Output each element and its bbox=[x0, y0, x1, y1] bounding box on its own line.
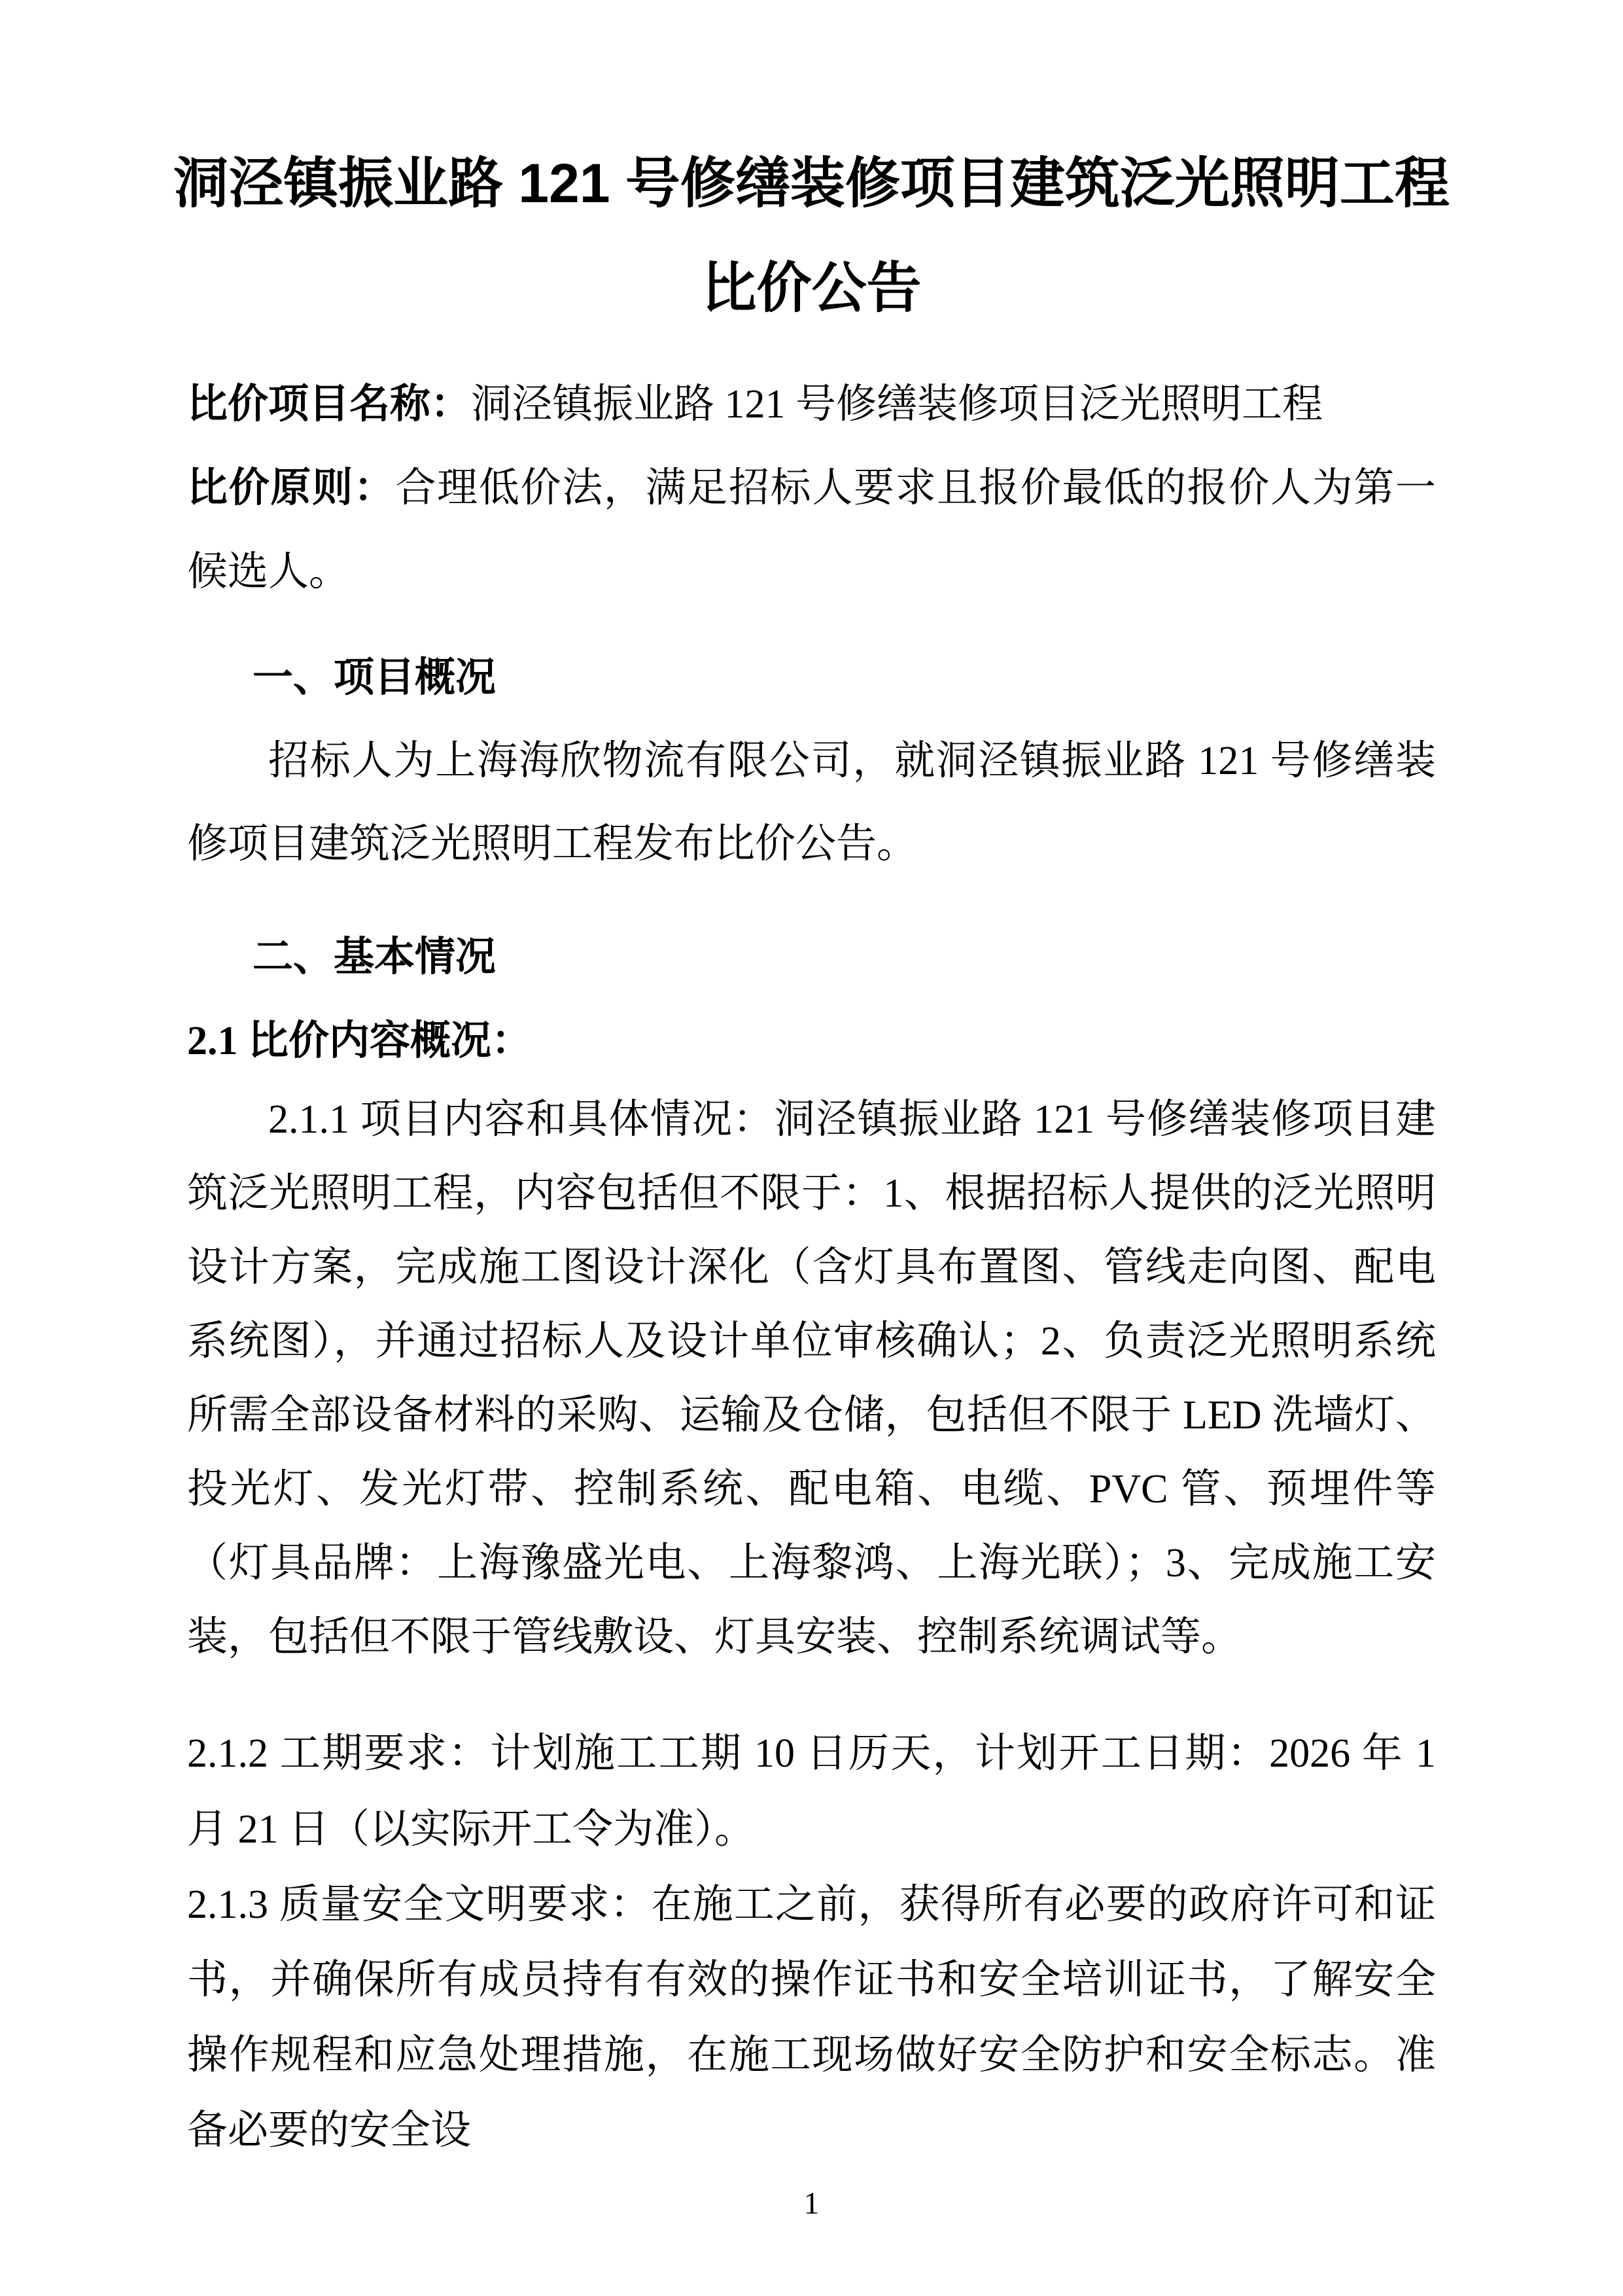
project-name-paragraph bbox=[187, 362, 1436, 446]
document-title-line-1: 洞泾镇振业路 121 号修缮装修项目建筑泛光照明工程 bbox=[173, 152, 1450, 214]
clause-2-1-2-paragraph: 2.1.2 工期要求：计划施工工期 10 日历天，计划开工日期：2026 年 1 月 21 日（以实际开工令为准）。 bbox=[187, 1731, 1436, 1852]
section-1-heading: 一、项目概况 bbox=[253, 656, 497, 700]
project-name-label: 比价项目名称： bbox=[187, 382, 472, 427]
section-2-heading: 二、基本情况 bbox=[253, 935, 497, 980]
section-2-1-subheading: 2.1 比价内容概况： bbox=[187, 1019, 532, 1063]
section-1-paragraph: 招标人为上海海欣物流有限公司，就洞泾镇振业路 121 号修缮装修项目建筑泛光照明工程发布比价公告。 bbox=[187, 739, 1436, 866]
project-name-value: 洞泾镇振业路 121 号修缮装修项目泛光照明工程 bbox=[471, 382, 1323, 427]
pricing-principle-value: 合理低价法，满足招标人要求且报价最低的报价人为第一候选人。 bbox=[187, 466, 1436, 594]
pricing-principle-label: 比价原则： bbox=[187, 466, 396, 510]
page-number: 1 bbox=[803, 2186, 820, 2221]
document-title bbox=[161, 131, 1462, 340]
clause-2-1-3-paragraph: 2.1.3 质量安全文明要求：在施工之前，获得所有必要的政府许可和证书，并确保所有成员持有有效的操作证书和安全培训证书，了解安全操作规程和应急处理措施，在施工现场做好安全防护和安全标志。准备必要的安全设 bbox=[187, 1882, 1436, 2153]
pricing-principle-paragraph bbox=[187, 446, 1436, 614]
document-title-line-2: 比价公告 bbox=[701, 257, 922, 319]
clause-2-1-1-paragraph: 2.1.1 项目内容和具体情况：洞泾镇振业路 121 号修缮装修项目建筑泛光照明工程，内容包括但不限于：1、根据招标人提供的泛光照明设计方案，完成施工图设计深化（含灯具布置图、管线走向图、配电系统图），并通过招标人及设计单位审核确认；2、负责泛光照明系统所需全部设备材料的采购、运输及仓储，包括但不限于 LED 洗墙灯、投光灯、发光灯带、控制系统、配电箱、电缆、PVC 管、预埋件等（灯具品牌：上海豫盛光电、上海黎鸿、上海光联）；3、完成施工安装，包括但不限于管线敷设、灯具安装、控制系统调试等。 bbox=[187, 1097, 1436, 1659]
